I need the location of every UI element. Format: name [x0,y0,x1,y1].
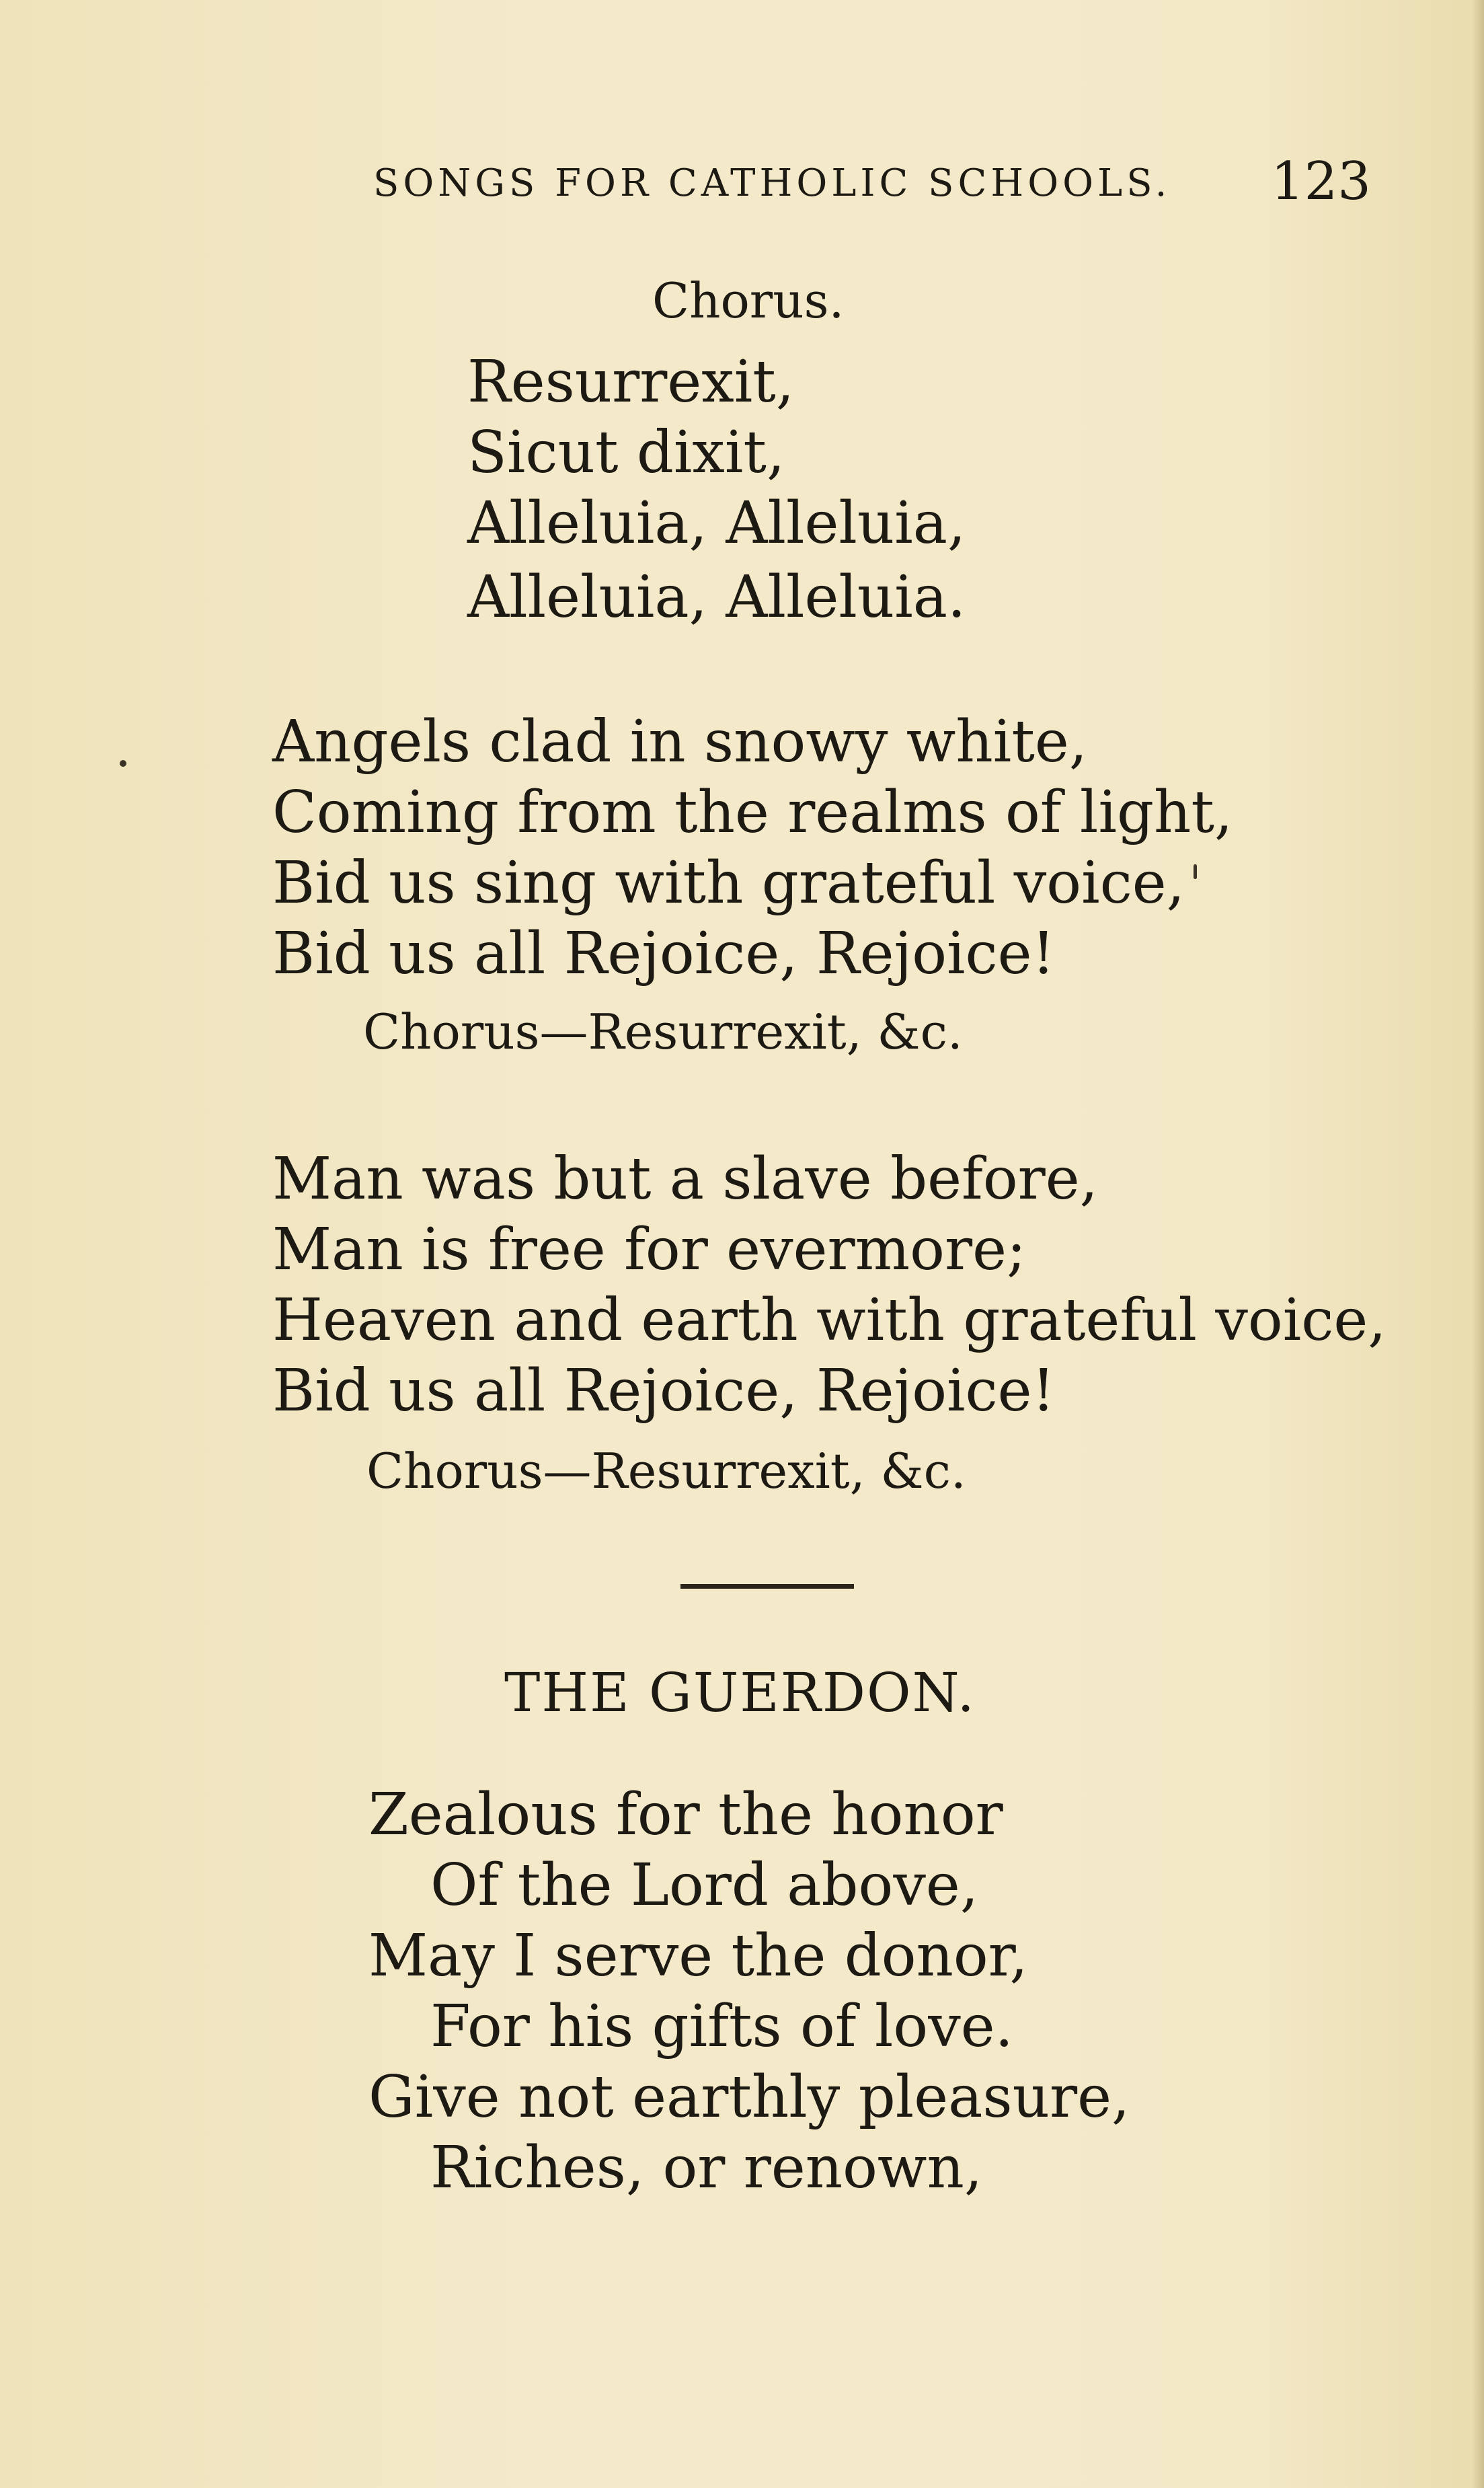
poem-line: Riches, or renown, [430,2134,983,2201]
poem-line: May I serve the donor, [368,1922,1028,1990]
stanza-line: Man was but a slave before, [272,1145,1098,1213]
poem-line: Zealous for the honor [368,1781,1003,1848]
chorus-line: Resurrexit, [467,348,795,416]
page-edge-shadow [1472,0,1484,2488]
stanza-line: Man is free for evermore; [272,1216,1026,1283]
running-title: SONGS FOR CATHOLIC SCHOOLS. [373,161,1171,205]
chorus-line: Alleluia, Alleluia, [467,490,966,557]
chorus-line: Alleluia, Alleluia. [467,564,966,631]
page-number: 123 [1271,151,1371,212]
section-divider [680,1584,854,1589]
ink-speck [120,760,126,767]
stanza-line: Bid us sing with grateful voice, [272,850,1185,917]
chorus-heading: Chorus. [652,272,845,329]
stanza-line: Bid us all Rejoice, Rejoice! [272,920,1056,987]
poem-line: Of the Lord above, [430,1852,979,1919]
poem-title: THE GUERDON. [504,1661,976,1724]
chorus-refrain: Chorus—Resurrexit, &c. [366,1443,966,1499]
stanza-line: Coming from the realms of light, [272,779,1233,846]
stanza-line: Angels clad in snowy white, [272,708,1088,776]
stanza-line: Heaven and earth with grateful voice, [272,1287,1387,1354]
poem-line: For his gifts of love. [430,1993,1014,2060]
chorus-refrain: Chorus—Resurrexit, &c. [363,1004,963,1060]
ink-speck [1194,864,1197,879]
poem-line: Give not earthly pleasure, [368,2064,1130,2131]
chorus-line: Sicut dixit, [467,419,785,486]
stanza-line: Bid us all Rejoice, Rejoice! [272,1357,1056,1425]
